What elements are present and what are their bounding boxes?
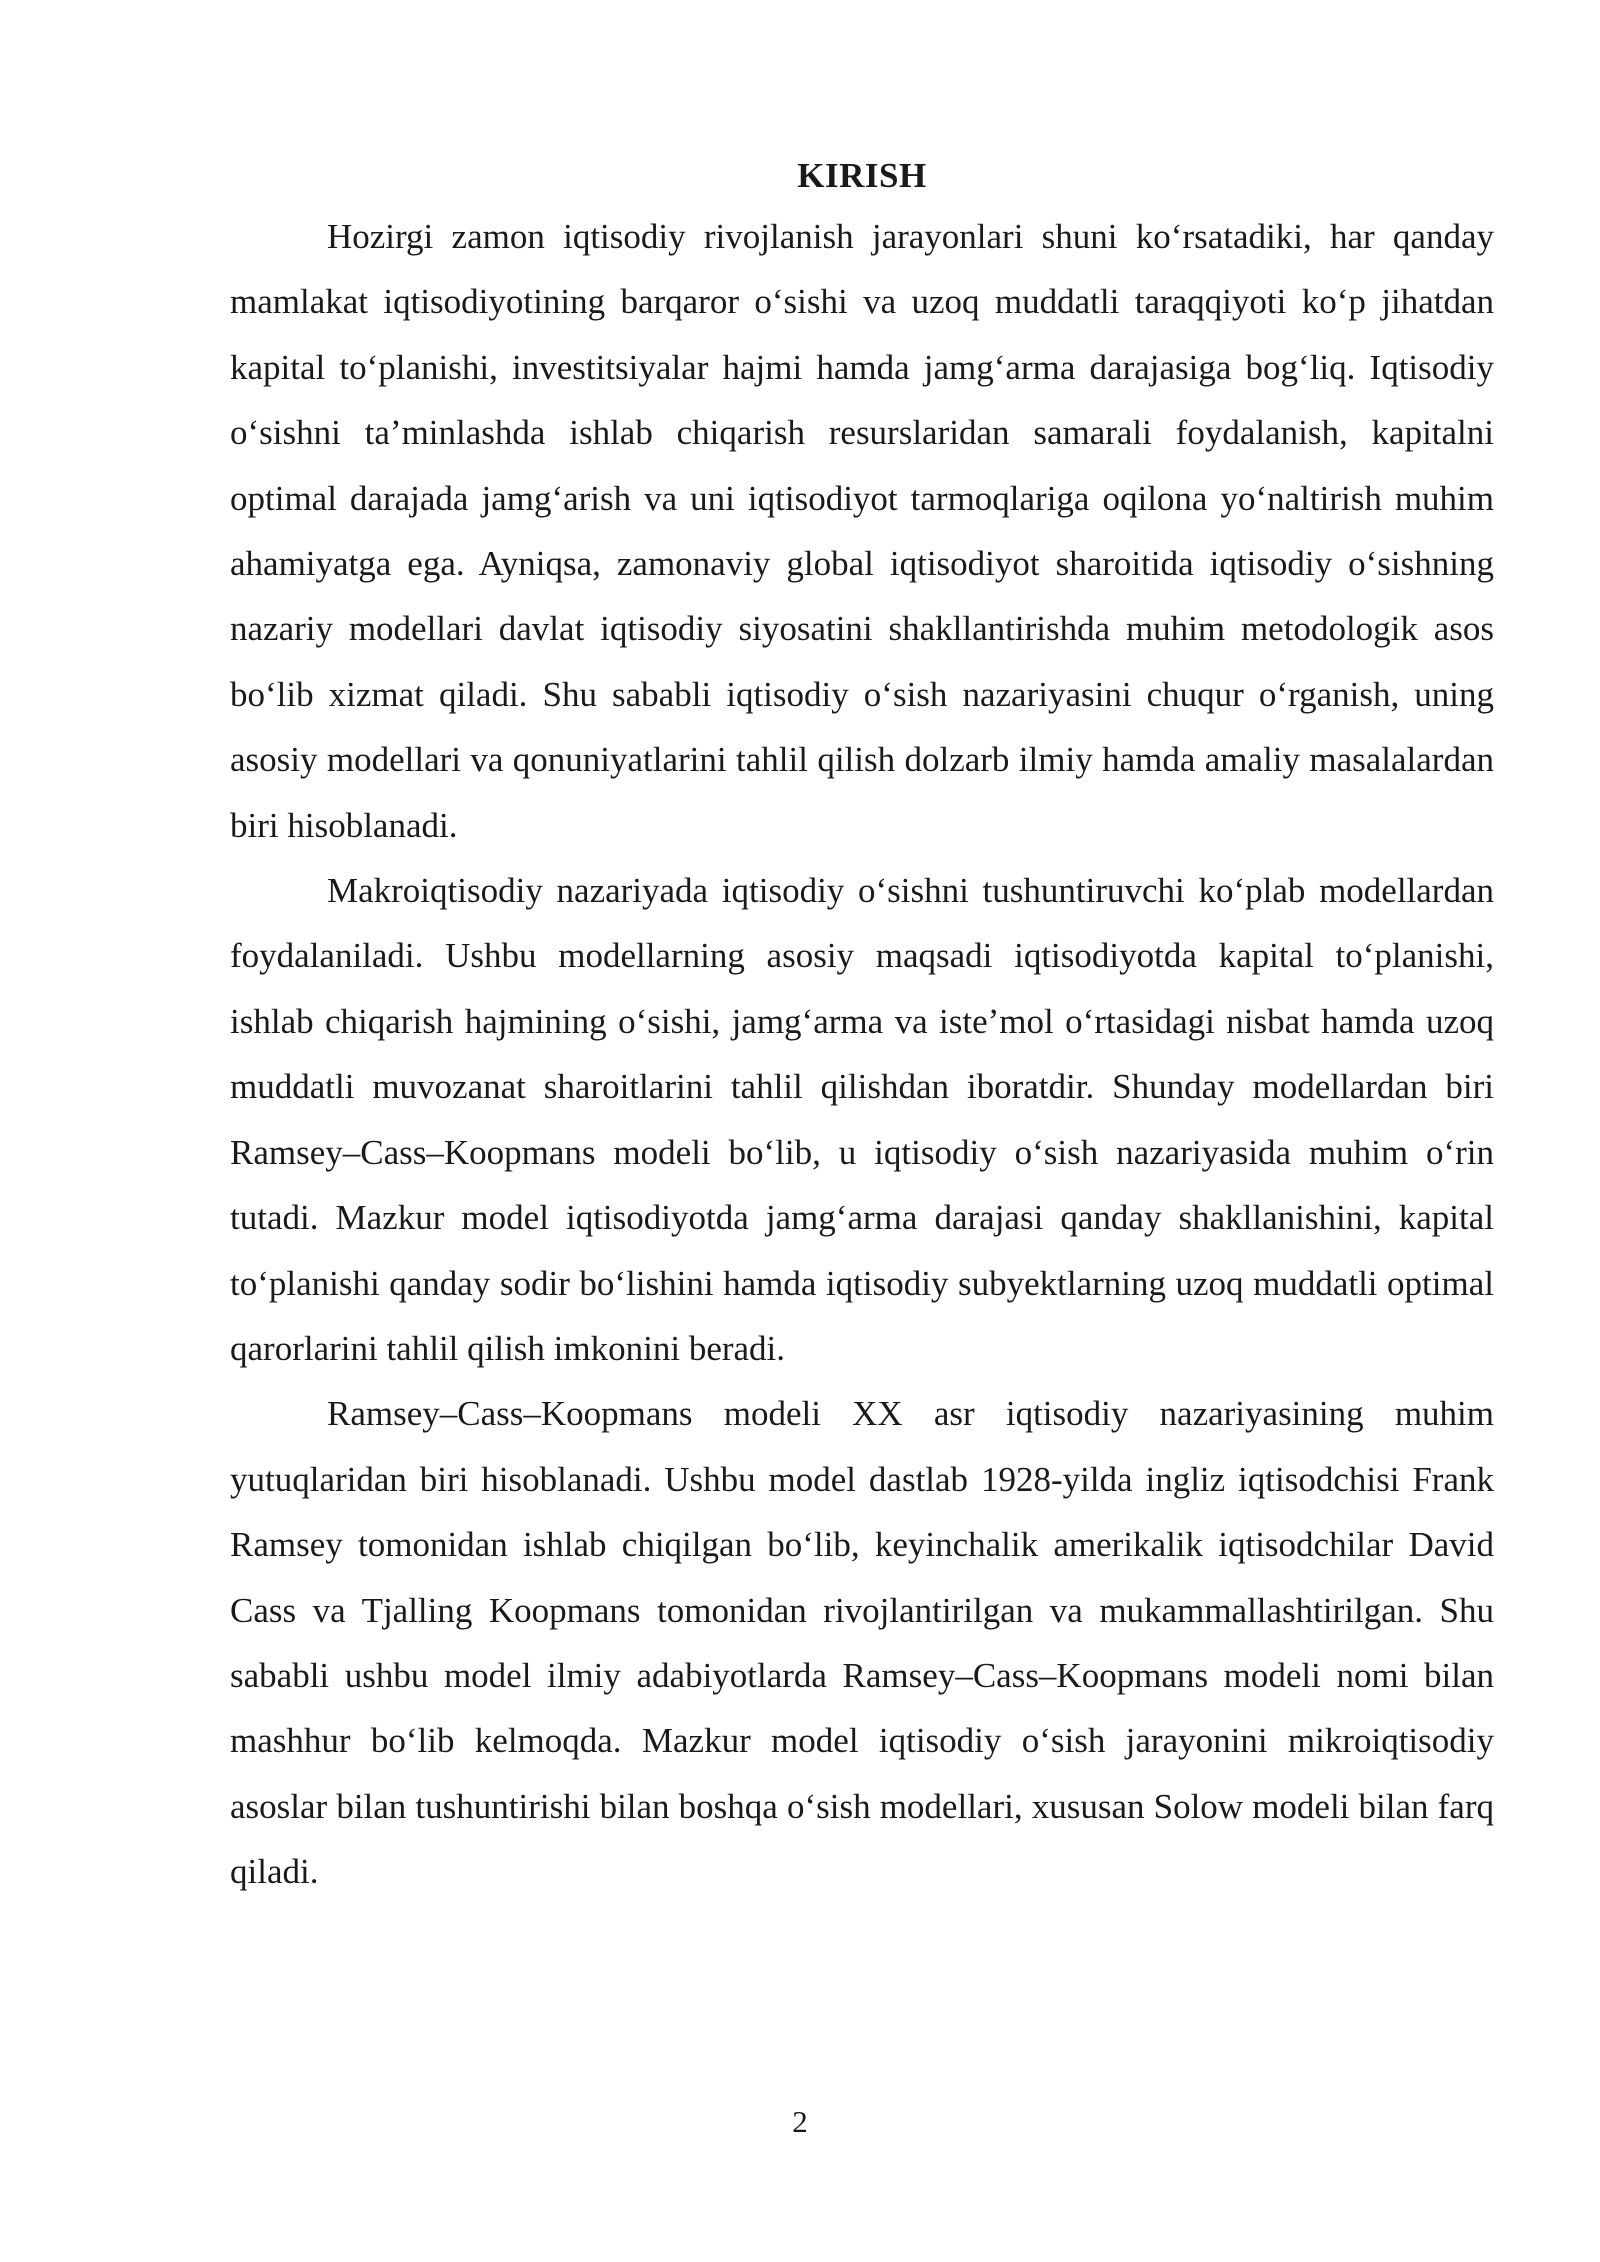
paragraph-1: Hozirgi zamon iqtisodiy rivojlanish jarayonlari shuni koʻrsatadiki, har qanday mamlakat iqtisodiyotining barqaror oʻsishi va uzoq muddatli taraqqiyoti koʻp jihatdan kapital toʻplanishi, investitsiyalar hajmi hamda jamgʻarma darajasiga bogʻliq. Iqtisodiy oʻsishni taʼminlashda ishlab chiqarish resurslaridan samarali foydalanish, kapitalni optimal darajada jamgʻarish va uni iqtisodiyot tarmoqlariga oqilona yoʻnaltirish muhim ahamiyatga ega. Ayniqsa, zamonaviy global iqtisodiyot sharoitida iqtisodiy oʻsishning nazariy modellari davlat iqtisodiy siyosatini shakllantirishda muhim metodologik asos boʻlib xizmat qiladi. Shu sababli iqtisodiy oʻsish nazariyasini chuqur oʻrganish, uning asosiy modellari va qonuniyatlarini tahlil qilish dolzarb ilmiy hamda amaliy masalalardan biri hisoblanadi.: [230, 217, 1494, 845]
section-heading: KIRISH: [797, 156, 927, 195]
paragraph-2: Makroiqtisodiy nazariyada iqtisodiy oʻsishni tushuntiruvchi koʻplab modellardan foydalaniladi. Ushbu modellarning asosiy maqsadi iqtisodiyotda kapital toʻplanishi, ishlab chiqarish hajmining oʻsishi, jamgʻarma va isteʼmol oʻrtasidagi nisbat hamda uzoq muddatli muvozanat sharoitlarini tahlil qilishdan iboratdir. Shunday modellardan biri Ramsey–Cass–Koopmans modeli boʻlib, u iqtisodiy oʻsish nazariyasida muhim oʻrin tutadi. Mazkur model iqtisodiyotda jamgʻarma darajasi qanday shakllanishini, kapital toʻplanishi qanday sodir boʻlishini hamda iqtisodiy subyektlarning uzoq muddatli optimal qarorlarini tahlil qilish imkonini beradi.: [230, 871, 1494, 1368]
page-body: [230, 148, 1494, 1905]
page-number: 2: [792, 2104, 808, 2139]
paragraph-3: Ramsey–Cass–Koopmans modeli XX asr iqtisodiy nazariyasining muhim yutuqlaridan biri hisoblanadi. Ushbu model dastlab 1928-yilda ingliz iqtisodchisi Frank Ramsey tomonidan ishlab chiqilgan boʻlib, keyinchalik amerikalik iqtisodchilar David Cass va Tjalling Koopmans tomonidan rivojlantirilgan va mukammallashtirilgan. Shu sababli ushbu model ilmiy adabiyotlarda Ramsey–Cass–Koopmans modeli nomi bilan mashhur boʻlib kelmoqda. Mazkur model iqtisodiy oʻsish jarayonini mikroiqtisodiy asoslar bilan tushuntirishi bilan boshqa oʻsish modellari, xususan Solow modeli bilan farq qiladi.: [230, 1394, 1494, 1892]
